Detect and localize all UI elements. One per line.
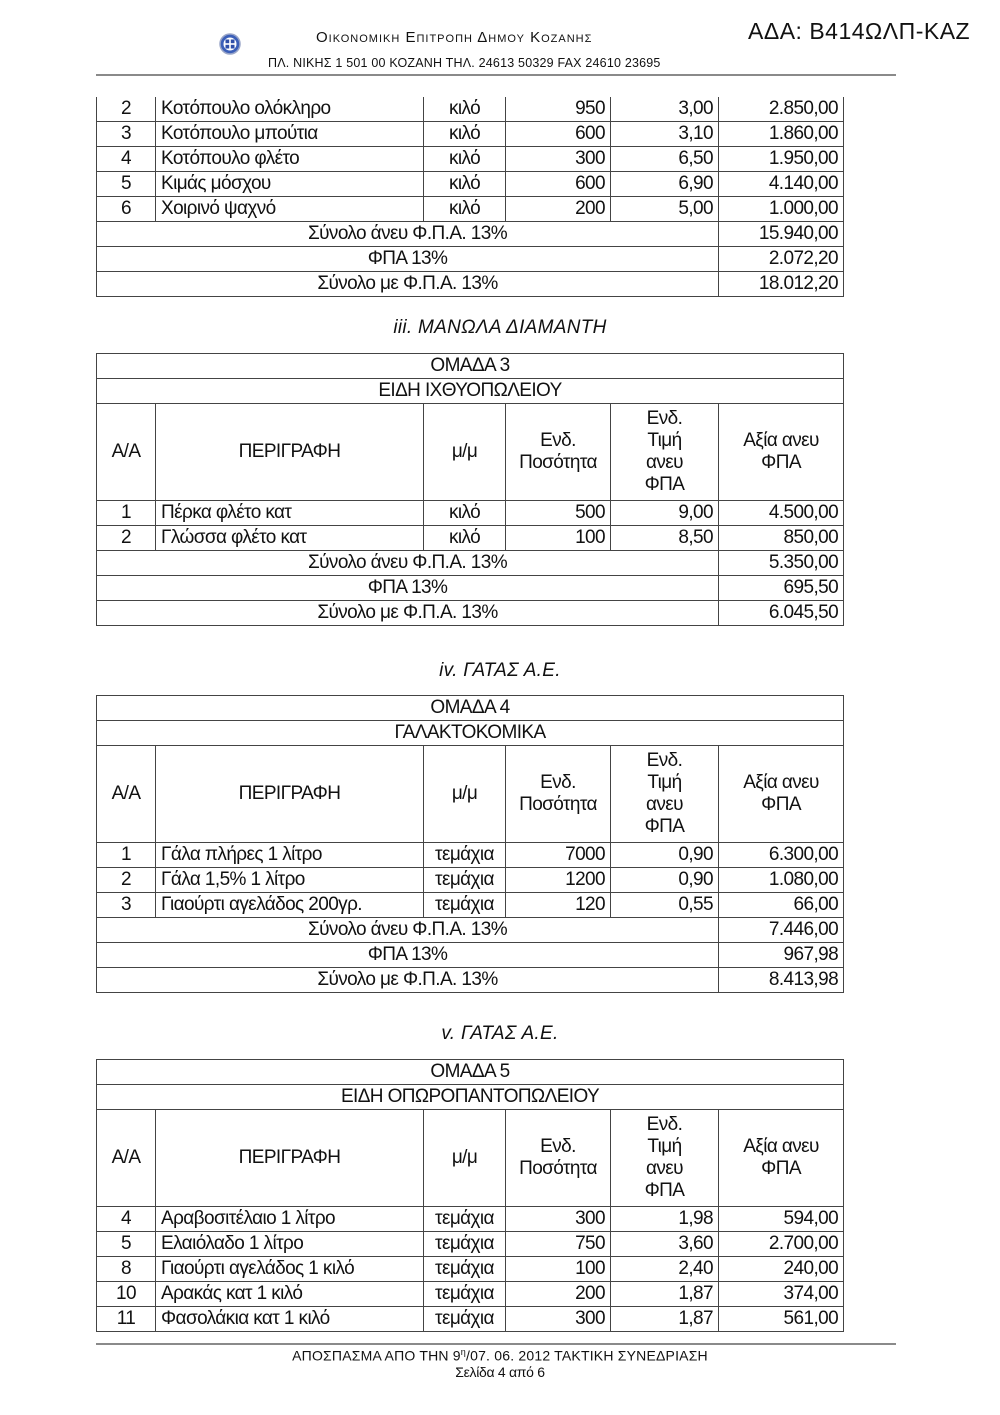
cell-aa: 4 xyxy=(97,147,156,172)
header-text: Αξία ανευ xyxy=(743,772,819,793)
total-row-value: 8.413,98 xyxy=(719,968,844,993)
cell-unit: κιλό xyxy=(424,147,506,172)
cell-quantity: 300 xyxy=(506,1307,611,1332)
cell-value: 1.000,00 xyxy=(719,197,844,222)
subtotal-row-value: 5.350,00 xyxy=(719,551,844,576)
cell-unit-price: 8,50 xyxy=(611,526,719,551)
col-header-value xyxy=(719,1110,844,1207)
col-header-quantity xyxy=(506,1110,611,1207)
cell-unit-price: 3,60 xyxy=(611,1232,719,1257)
cell-unit-price: 9,00 xyxy=(611,501,719,526)
vat-row xyxy=(97,943,844,968)
cell-value: 4.140,00 xyxy=(719,172,844,197)
header-text: ΦΠΑ xyxy=(761,794,801,815)
table-row xyxy=(97,526,844,551)
footer-pre: ΑΠΟΣΠΑΣΜΑ ΑΠΟ ΤΗΝ 9 xyxy=(292,1347,461,1364)
footer-sup: η xyxy=(460,1347,466,1357)
cell-aa: 5 xyxy=(97,1232,156,1257)
cell-quantity: 120 xyxy=(506,893,611,918)
vat-row xyxy=(97,576,844,601)
col-header-description: ΠΕΡΙΓΡΑΦΗ xyxy=(156,1110,424,1207)
col-header-aa: Α/Α xyxy=(97,404,156,501)
header-text: Αξία ανευ xyxy=(743,430,819,451)
cell-aa: 11 xyxy=(97,1307,156,1332)
cell-value: 374,00 xyxy=(719,1282,844,1307)
cell-quantity: 950 xyxy=(506,97,611,122)
cell-unit-price: 2,40 xyxy=(611,1257,719,1282)
cell-unit-price: 0,90 xyxy=(611,843,719,868)
cell-unit: κιλό xyxy=(424,172,506,197)
cell-unit-price: 1,87 xyxy=(611,1282,719,1307)
cell-unit-price: 5,00 xyxy=(611,197,719,222)
total-row-label: Σύνολο με Φ.Π.Α. 13% xyxy=(97,968,719,993)
table-group5 xyxy=(96,1059,844,1332)
subtotal-row-label: Σύνολο άνευ Φ.Π.Α. 13% xyxy=(97,918,719,943)
cell-aa: 2 xyxy=(97,97,156,122)
cell-aa: 4 xyxy=(97,1207,156,1232)
group-category: ΓΑΛΑΚΤΟΚΟΜΙΚΑ xyxy=(97,721,844,746)
header-text: ΦΠΑ xyxy=(644,1180,685,1201)
subtotal-row xyxy=(97,551,844,576)
cell-description: Πέρκα φλέτο κατ xyxy=(156,501,424,526)
cell-value: 4.500,00 xyxy=(719,501,844,526)
total-row-value: 6.045,50 xyxy=(719,601,844,626)
cell-description: Κοτόπουλο φλέτο xyxy=(156,147,424,172)
table-row xyxy=(97,1207,844,1232)
cell-unit: κιλό xyxy=(424,97,506,122)
col-header-aa: Α/Α xyxy=(97,746,156,843)
cell-value: 6.300,00 xyxy=(719,843,844,868)
cell-unit: τεμάχια xyxy=(424,893,506,918)
subtotal-row xyxy=(97,222,844,247)
cell-quantity: 300 xyxy=(506,1207,611,1232)
total-row-label: Σύνολο με Φ.Π.Α. 13% xyxy=(97,272,719,297)
header-address: ΠΛ. ΝΙΚΗΣ 1 501 00 ΚΟΖΑΝΗ ΤΗΛ. 24613 50329 FAX 24610 23695 xyxy=(268,56,661,70)
table-continued xyxy=(96,97,844,297)
table-group4 xyxy=(96,695,844,993)
cell-quantity: 750 xyxy=(506,1232,611,1257)
cell-aa: 2 xyxy=(97,526,156,551)
cell-unit-price: 1,98 xyxy=(611,1207,719,1232)
cell-unit-price: 6,90 xyxy=(611,172,719,197)
cell-quantity: 200 xyxy=(506,1282,611,1307)
header-divider xyxy=(96,74,896,76)
table-row xyxy=(97,1307,844,1332)
page-number: Σελίδα 4 από 6 xyxy=(455,1364,545,1380)
cell-aa: 10 xyxy=(97,1282,156,1307)
header-text: ανευ xyxy=(646,1158,683,1179)
column-header-row xyxy=(97,1110,844,1207)
table-row xyxy=(97,147,844,172)
cell-aa: 1 xyxy=(97,501,156,526)
cell-value: 2.700,00 xyxy=(719,1232,844,1257)
subtotal-row-value: 15.940,00 xyxy=(719,222,844,247)
cell-unit: κιλό xyxy=(424,122,506,147)
vat-row-value: 967,98 xyxy=(719,943,844,968)
cell-unit-price: 3,10 xyxy=(611,122,719,147)
column-header-row xyxy=(97,404,844,501)
cell-quantity: 600 xyxy=(506,122,611,147)
total-row xyxy=(97,272,844,297)
col-header-value xyxy=(719,746,844,843)
table-row xyxy=(97,122,844,147)
cell-unit: κιλό xyxy=(424,501,506,526)
header-text: Ενδ. xyxy=(540,772,576,793)
total-row-value: 18.012,20 xyxy=(719,272,844,297)
footer-post: /07. 06. 2012 ΤΑΚΤΙΚΗ ΣΥΝΕΔΡΙΑΣΗ xyxy=(466,1347,708,1364)
cell-unit: κιλό xyxy=(424,526,506,551)
cell-aa: 2 xyxy=(97,868,156,893)
cell-quantity: 300 xyxy=(506,147,611,172)
cell-description: Γάλα πλήρες 1 λίτρο xyxy=(156,843,424,868)
cell-value: 1.860,00 xyxy=(719,122,844,147)
header-text: Ενδ. xyxy=(646,1114,683,1135)
cell-description: Γάλα 1,5% 1 λίτρο xyxy=(156,868,424,893)
cell-description: Κιμάς μόσχου xyxy=(156,172,424,197)
cell-unit: τεμάχια xyxy=(424,1207,506,1232)
group-category: ΕΙΔΗ ΟΠΩΡΟΠΑΝΤΟΠΩΛΕΙΟΥ xyxy=(97,1085,844,1110)
header-text: ΦΠΑ xyxy=(761,452,801,473)
column-header-row xyxy=(97,746,844,843)
cell-aa: 5 xyxy=(97,172,156,197)
cell-aa: 6 xyxy=(97,197,156,222)
cell-quantity: 7000 xyxy=(506,843,611,868)
table-row xyxy=(97,172,844,197)
header-text: Ποσότητα xyxy=(519,452,597,473)
table-row xyxy=(97,1232,844,1257)
cell-description: Γιαούρτι αγελάδος 1 κιλό xyxy=(156,1257,424,1282)
cell-description: Ελαιόλαδο 1 λίτρο xyxy=(156,1232,424,1257)
header-text: ανευ xyxy=(646,794,683,815)
header-text: Ποσότητα xyxy=(519,794,597,815)
table-row xyxy=(97,501,844,526)
header-text: Τιμή xyxy=(647,1136,682,1157)
table-group3 xyxy=(96,353,844,626)
col-header-unit-price xyxy=(611,746,719,843)
total-row-label: Σύνολο με Φ.Π.Α. 13% xyxy=(97,601,719,626)
header-text: ΦΠΑ xyxy=(761,1158,801,1179)
footer-divider xyxy=(96,1343,896,1345)
table-row xyxy=(97,1257,844,1282)
group-category: ΕΙΔΗ ΙΧΘΥΟΠΩΛΕΙΟΥ xyxy=(97,379,844,404)
cell-quantity: 100 xyxy=(506,1257,611,1282)
subtotal-row-value: 7.446,00 xyxy=(719,918,844,943)
cell-aa: 3 xyxy=(97,893,156,918)
col-header-unit: μ/μ xyxy=(424,404,506,501)
col-header-aa: Α/Α xyxy=(97,1110,156,1207)
cell-description: Γιαούρτι αγελάδος 200γρ. xyxy=(156,893,424,918)
cell-quantity: 600 xyxy=(506,172,611,197)
cell-unit-price: 6,50 xyxy=(611,147,719,172)
cell-description: Φασολάκια κατ 1 κιλό xyxy=(156,1307,424,1332)
cell-quantity: 100 xyxy=(506,526,611,551)
cell-value: 2.850,00 xyxy=(719,97,844,122)
cell-unit: τεμάχια xyxy=(424,1307,506,1332)
cell-aa: 1 xyxy=(97,843,156,868)
cell-aa: 3 xyxy=(97,122,156,147)
cell-value: 594,00 xyxy=(719,1207,844,1232)
cell-description: Αραβοσιτέλαιο 1 λίτρο xyxy=(156,1207,424,1232)
vat-row xyxy=(97,247,844,272)
header-text: Τιμή xyxy=(647,772,682,793)
table-row xyxy=(97,893,844,918)
table-row xyxy=(97,868,844,893)
greek-coat-of-arms-icon xyxy=(219,33,241,55)
header-text: Αξία ανευ xyxy=(743,1136,819,1157)
table-row xyxy=(97,1282,844,1307)
group-title: ΟΜΑΔΑ 4 xyxy=(97,696,844,721)
cell-unit: κιλό xyxy=(424,197,506,222)
cell-value: 1.080,00 xyxy=(719,868,844,893)
cell-value: 1.950,00 xyxy=(719,147,844,172)
subtotal-row-label: Σύνολο άνευ Φ.Π.Α. 13% xyxy=(97,222,719,247)
cell-description: Κοτόπουλο ολόκληρο xyxy=(156,97,424,122)
cell-unit-price: 1,87 xyxy=(611,1307,719,1332)
header-title: Οικονομικη Επιτροπη Δημου Κοζανης xyxy=(316,29,593,46)
vat-row-value: 695,50 xyxy=(719,576,844,601)
header-text: Ενδ. xyxy=(646,750,683,771)
table-row xyxy=(97,97,844,122)
col-header-value xyxy=(719,404,844,501)
cell-unit-price: 0,55 xyxy=(611,893,719,918)
section-title-group5: v. ΓΑΤΑΣ Α.Ε. xyxy=(441,1023,559,1044)
section-title-group4: iv. ΓΑΤΑΣ Α.Ε. xyxy=(439,660,561,681)
cell-unit-price: 0,90 xyxy=(611,868,719,893)
section-title-group3: iii. ΜΑΝΩΛΑ ΔΙΑΜΑΝΤΗ xyxy=(393,317,607,338)
header-text: Ενδ. xyxy=(540,1136,576,1157)
col-header-unit-price xyxy=(611,1110,719,1207)
cell-quantity: 500 xyxy=(506,501,611,526)
group-title: ΟΜΑΔΑ 3 xyxy=(97,354,844,379)
vat-row-value: 2.072,20 xyxy=(719,247,844,272)
header-text: Τιμή xyxy=(647,430,682,451)
header-text: ανευ xyxy=(646,452,683,473)
subtotal-row xyxy=(97,918,844,943)
vat-row-label: ΦΠΑ 13% xyxy=(97,943,719,968)
col-header-unit: μ/μ xyxy=(424,746,506,843)
group-title: ΟΜΑΔΑ 5 xyxy=(97,1060,844,1085)
ada-code: ΑΔΑ: Β414ΩΛΠ-ΚΑΖ xyxy=(748,18,971,44)
cell-unit-price: 3,00 xyxy=(611,97,719,122)
col-header-description: ΠΕΡΙΓΡΑΦΗ xyxy=(156,746,424,843)
cell-unit: τεμάχια xyxy=(424,868,506,893)
cell-unit: τεμάχια xyxy=(424,1282,506,1307)
cell-description: Κοτόπουλο μπούτια xyxy=(156,122,424,147)
col-header-unit: μ/μ xyxy=(424,1110,506,1207)
cell-quantity: 1200 xyxy=(506,868,611,893)
cell-description: Γλώσσα φλέτο κατ xyxy=(156,526,424,551)
col-header-quantity xyxy=(506,746,611,843)
cell-value: 240,00 xyxy=(719,1257,844,1282)
cell-quantity: 200 xyxy=(506,197,611,222)
total-row xyxy=(97,968,844,993)
cell-description: Χοιρινό ψαχνό xyxy=(156,197,424,222)
cell-value: 561,00 xyxy=(719,1307,844,1332)
cell-aa: 8 xyxy=(97,1257,156,1282)
footer-extract-line xyxy=(0,1347,1000,1364)
cell-unit: τεμάχια xyxy=(424,1257,506,1282)
vat-row-label: ΦΠΑ 13% xyxy=(97,576,719,601)
cell-unit: τεμάχια xyxy=(424,1232,506,1257)
cell-value: 850,00 xyxy=(719,526,844,551)
cell-value: 66,00 xyxy=(719,893,844,918)
vat-row-label: ΦΠΑ 13% xyxy=(97,247,719,272)
table-row xyxy=(97,197,844,222)
col-header-quantity xyxy=(506,404,611,501)
header-text: ΦΠΑ xyxy=(644,474,685,495)
cell-description: Αρακάς κατ 1 κιλό xyxy=(156,1282,424,1307)
col-header-description: ΠΕΡΙΓΡΑΦΗ xyxy=(156,404,424,501)
table-row xyxy=(97,843,844,868)
header-text: ΦΠΑ xyxy=(644,816,685,837)
col-header-unit-price xyxy=(611,404,719,501)
subtotal-row-label: Σύνολο άνευ Φ.Π.Α. 13% xyxy=(97,551,719,576)
total-row xyxy=(97,601,844,626)
header-text: Ενδ. xyxy=(540,430,576,451)
cell-unit: τεμάχια xyxy=(424,843,506,868)
header-text: Ποσότητα xyxy=(519,1158,597,1179)
header-text: Ενδ. xyxy=(646,408,683,429)
